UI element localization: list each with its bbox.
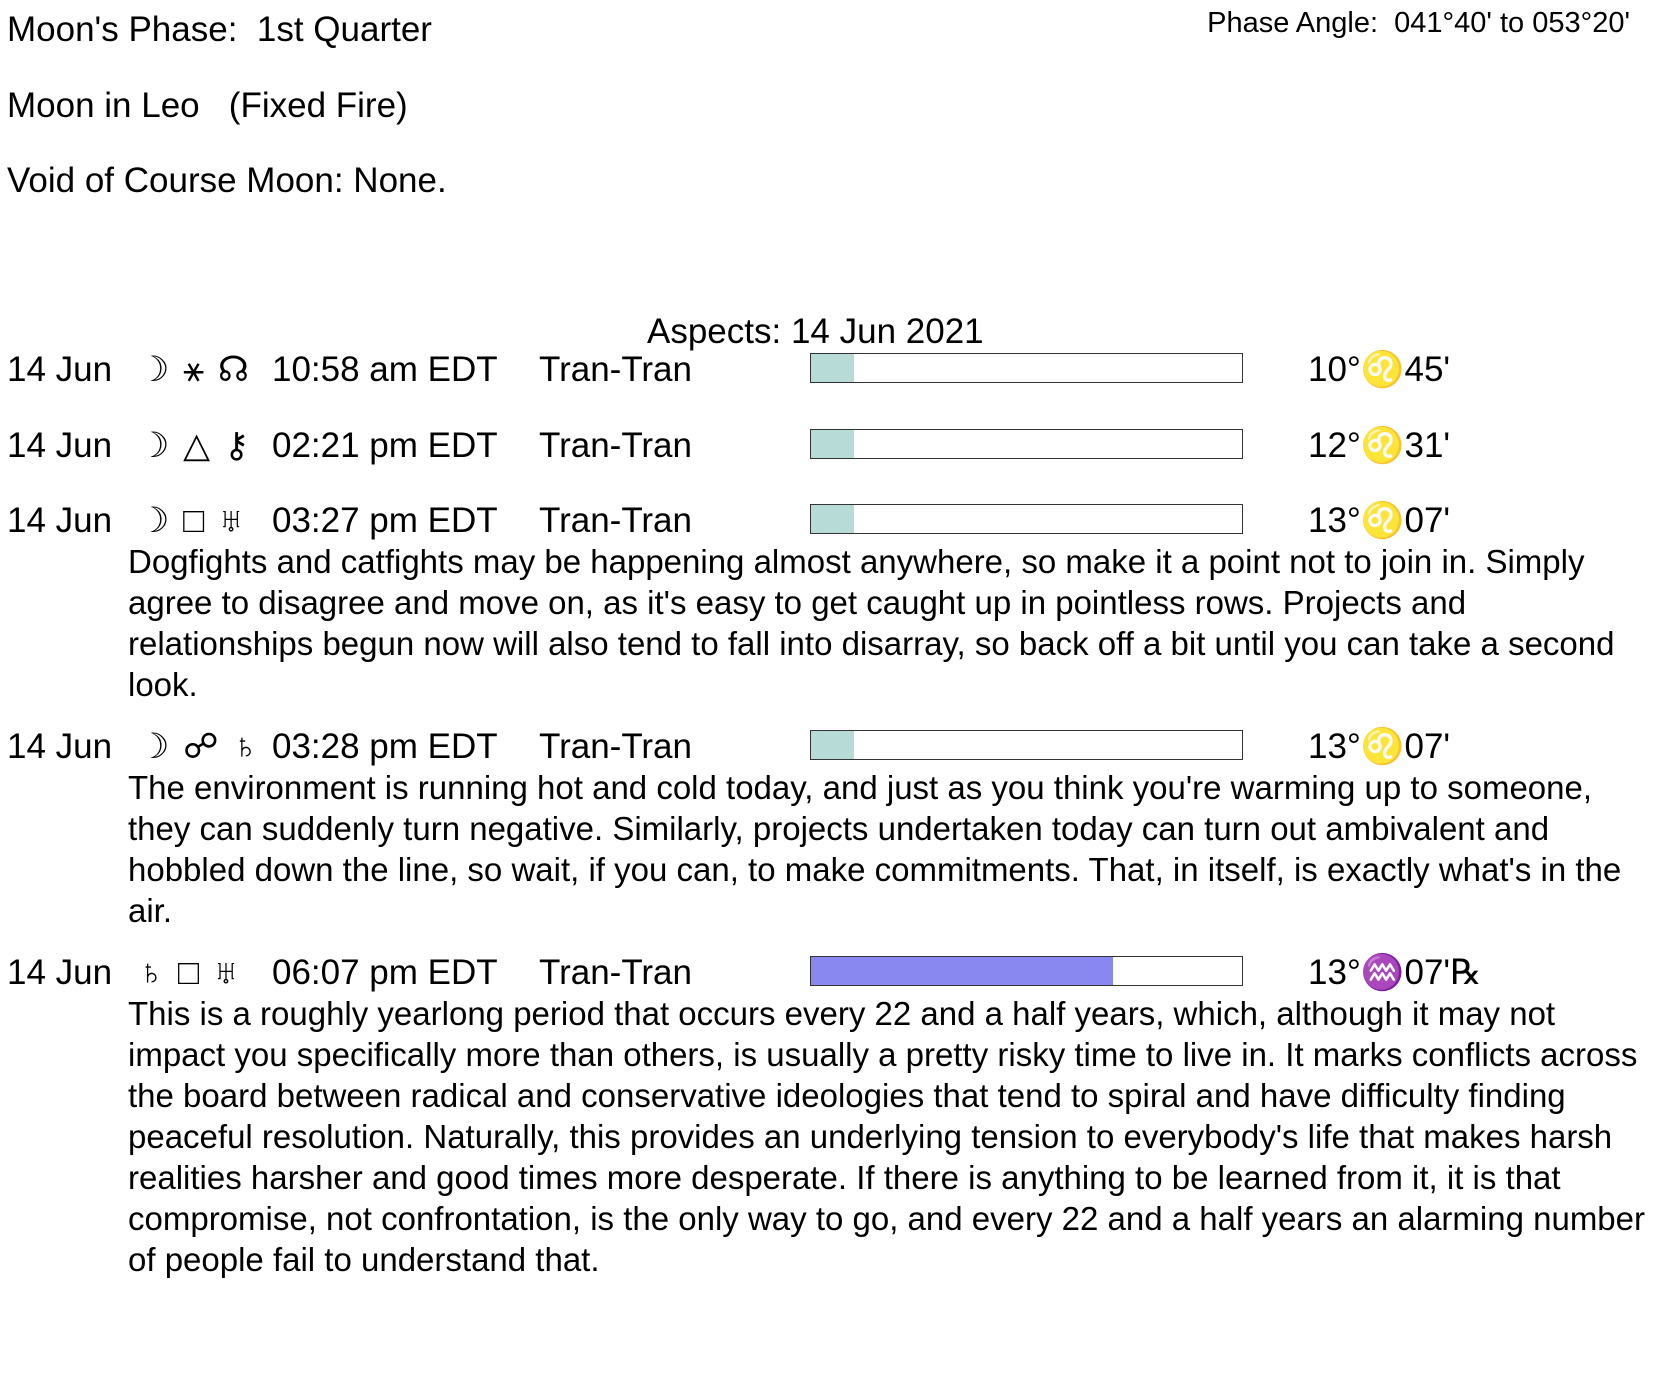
aspect-interpretation: The environment is running hot and cold today, and just as you think you're warming up to someone, they can suddenly turn negative. Similarly, projects undertaken today can turn out ambivalent and hobbled down the line, so wait, if you can, to make commitments. That, in itself, is exactly what's in the air. bbox=[128, 769, 1622, 929]
moon-sign: Moon in Leo (Fixed Fire) bbox=[7, 86, 408, 125]
aspect-position: 12°♌31' bbox=[1308, 426, 1451, 465]
aspect-glyphs: ☽ □ ♅ bbox=[138, 501, 247, 540]
moon-phase: Moon's Phase: 1st Quarter bbox=[7, 10, 432, 49]
aspect-time: 06:07 pm EDT bbox=[272, 953, 498, 992]
aspect-time: 02:21 pm EDT bbox=[272, 426, 498, 465]
void-of-course: Void of Course Moon: None. bbox=[7, 161, 447, 200]
aspect-date: 14 Jun bbox=[7, 350, 113, 389]
aspect-position: 13°♌07' bbox=[1308, 501, 1451, 540]
aspect-entry bbox=[0, 501, 1666, 705]
aspect-position: 13°♒07'℞ bbox=[1308, 953, 1482, 992]
aspect-date: 14 Jun bbox=[7, 426, 113, 465]
aspect-date: 14 Jun bbox=[7, 501, 113, 540]
aspect-strength-fill bbox=[811, 354, 854, 382]
aspect-strength-fill bbox=[811, 430, 854, 458]
aspect-strength-fill bbox=[811, 957, 1113, 985]
aspect-interpretation: Dogfights and catfights may be happening almost anywhere, so make it a point not to join in. Simply agree to disagree and move on, as it's easy to get caught up in pointless rows. Projects and relationships begun now will also tend to fall into disarray, so back off a bit until you can take a second look. bbox=[128, 543, 1615, 703]
aspect-position: 10°♌45' bbox=[1308, 350, 1451, 389]
aspect-strength-bar bbox=[810, 730, 1243, 760]
aspect-entry bbox=[0, 727, 1666, 931]
aspect-glyphs: ☽ ☍ ♄ bbox=[138, 727, 261, 766]
aspect-date: 14 Jun bbox=[7, 953, 113, 992]
aspect-date: 14 Jun bbox=[7, 727, 113, 766]
aspect-row bbox=[0, 953, 1666, 993]
aspect-type: Tran-Tran bbox=[539, 350, 692, 389]
aspect-entry bbox=[0, 350, 1666, 390]
aspects-title: Aspects: 14 Jun 2021 bbox=[647, 312, 984, 351]
aspect-interpretation: This is a roughly yearlong period that occurs every 22 and a half years, which, although it may not impact you specifically more than others, is usually a pretty risky time to live in. It marks conflicts across the board between radical and conservative ideologies that tend to spiral and have difficulty finding peaceful resolution. Naturally, this provides an underlying tension to everybody's life that makes harsh realities harsher and good times more desperate. If there is anything to be learned from it, it is that compromise, not confrontation, is the only way to go, and every 22 and a half years an alarming number of people fail to understand that. bbox=[128, 995, 1646, 1278]
aspect-time: 10:58 am EDT bbox=[272, 350, 498, 389]
aspect-type: Tran-Tran bbox=[539, 426, 692, 465]
aspect-entry bbox=[0, 426, 1666, 466]
aspect-entry bbox=[0, 953, 1666, 1280]
aspect-strength-bar bbox=[810, 429, 1243, 459]
aspect-time: 03:28 pm EDT bbox=[272, 727, 498, 766]
aspect-glyphs: ☽ ⚹ ☊ bbox=[138, 350, 251, 389]
aspect-glyphs: ♄ □ ♅ bbox=[138, 953, 242, 992]
aspect-position: 13°♌07' bbox=[1308, 727, 1451, 766]
aspect-row bbox=[0, 350, 1666, 390]
aspect-time: 03:27 pm EDT bbox=[272, 501, 498, 540]
aspect-strength-fill bbox=[811, 505, 854, 533]
aspect-row bbox=[0, 727, 1666, 767]
aspect-strength-bar bbox=[810, 353, 1243, 383]
aspect-type: Tran-Tran bbox=[539, 953, 692, 992]
aspect-row bbox=[0, 501, 1666, 541]
aspect-row bbox=[0, 426, 1666, 466]
aspect-strength-bar bbox=[810, 504, 1243, 534]
aspect-type: Tran-Tran bbox=[539, 501, 692, 540]
aspect-strength-fill bbox=[811, 731, 854, 759]
aspect-glyphs: ☽ △ ⚷ bbox=[138, 426, 252, 465]
aspect-type: Tran-Tran bbox=[539, 727, 692, 766]
phase-angle: Phase Angle: 041°40' to 053°20' bbox=[1207, 7, 1630, 39]
aspect-strength-bar bbox=[810, 956, 1243, 986]
